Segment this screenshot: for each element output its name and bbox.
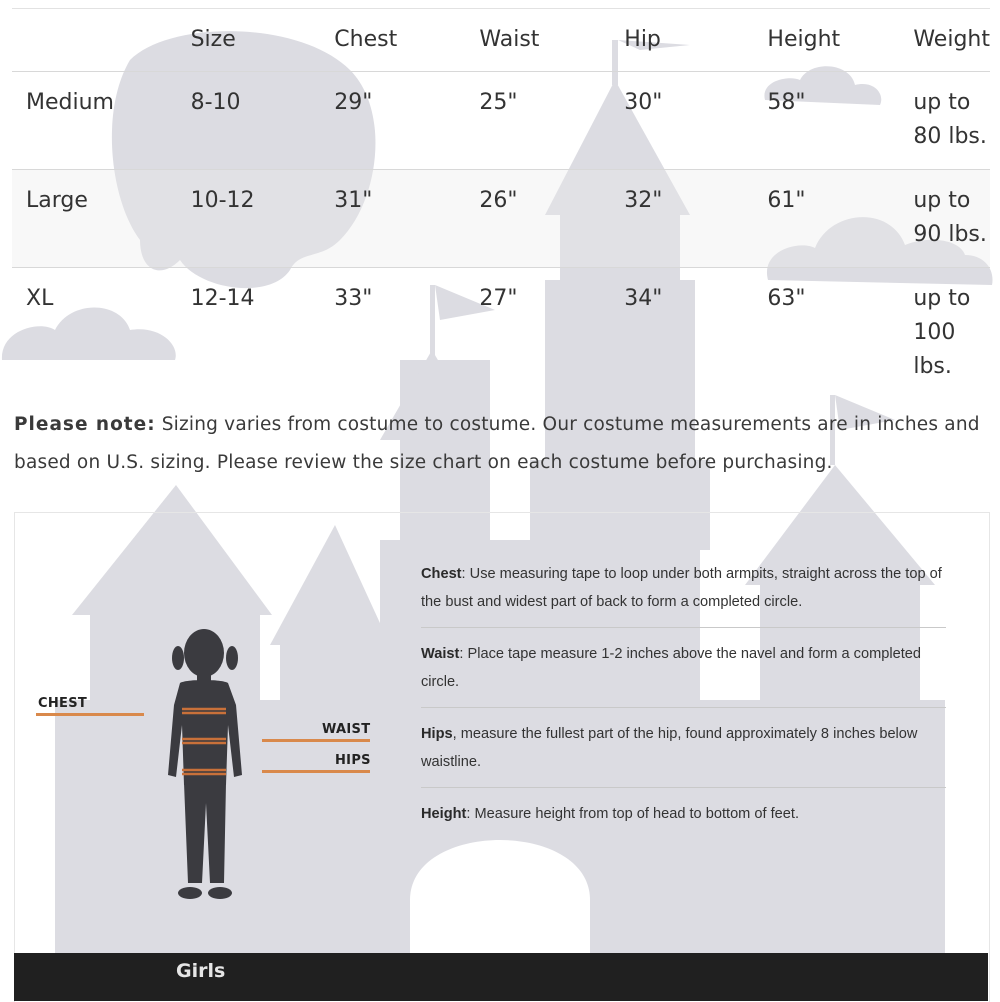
waist-marker-line bbox=[262, 739, 370, 742]
table-cell: up to 100 lbs. bbox=[913, 286, 971, 379]
table-row bbox=[12, 170, 990, 268]
header-cell bbox=[12, 9, 177, 72]
instruction-text: : Measure height from top of head to bottom of feet. bbox=[466, 806, 800, 822]
table-cell: 31" bbox=[334, 188, 373, 213]
instruction-term: Waist bbox=[421, 646, 460, 662]
table-cell: 29" bbox=[334, 90, 373, 115]
table-cell: 61" bbox=[767, 188, 806, 213]
hips-marker-label: HIPS bbox=[335, 753, 371, 768]
hips-marker-line bbox=[262, 770, 370, 773]
instruction-text: : Use measuring tape to loop under both armpits, straight across the top of the bust and widest part of back to form a completed circle. bbox=[421, 566, 942, 610]
waist-marker-label: WAIST bbox=[322, 722, 371, 737]
header-cell-chest: Chest bbox=[334, 27, 398, 52]
divider bbox=[421, 707, 946, 708]
table-cell: 58" bbox=[767, 90, 806, 115]
chest-marker-line bbox=[36, 713, 144, 716]
table-row bbox=[12, 268, 990, 385]
instruction-height bbox=[421, 800, 946, 839]
instruction-text: : Place tape measure 1-2 inches above the navel and form a completed circle. bbox=[421, 646, 921, 690]
table-cell: 34" bbox=[624, 286, 663, 311]
instruction-chest bbox=[421, 560, 946, 627]
divider bbox=[421, 627, 946, 628]
instruction-waist bbox=[421, 640, 946, 707]
table-cell: 32" bbox=[624, 188, 663, 213]
table-cell: up to 90 lbs. bbox=[913, 188, 987, 247]
table-cell: up to 80 lbs. bbox=[913, 90, 987, 149]
instruction-term: Hips bbox=[421, 726, 453, 742]
header-cell-hip: Hip bbox=[624, 27, 661, 52]
table-cell: 25" bbox=[479, 90, 518, 115]
measurement-instructions bbox=[421, 560, 946, 839]
table-cell: 33" bbox=[334, 286, 373, 311]
table-cell: 27" bbox=[479, 286, 518, 311]
header-cell-weight: Weight bbox=[913, 27, 990, 52]
divider bbox=[421, 787, 946, 788]
footer-label-girls: Girls bbox=[176, 960, 226, 982]
table-cell: 10-12 bbox=[190, 188, 255, 213]
header-cell-height: Height bbox=[767, 27, 841, 52]
instruction-text: , measure the fullest part of the hip, found approximately 8 inches below waistline. bbox=[421, 726, 918, 770]
header-cell-size: Size bbox=[190, 27, 236, 52]
girl-figure-illustration bbox=[150, 625, 260, 915]
table-cell: 12-14 bbox=[190, 286, 255, 311]
panel-footer-bar bbox=[14, 953, 988, 1001]
table-cell: 8-10 bbox=[190, 90, 241, 115]
header-cell-waist: Waist bbox=[479, 27, 540, 52]
sizing-note-text: Sizing varies from costume to costume. Our costume measurements are in inches and based on U.S. sizing. Please review the size chart on each costume before purchasing. bbox=[14, 414, 980, 473]
size-chart-table bbox=[12, 8, 990, 384]
table-cell: 63" bbox=[767, 286, 806, 311]
chest-marker-label: CHEST bbox=[38, 696, 88, 711]
table-cell: XL bbox=[26, 286, 54, 311]
table-header-row bbox=[12, 9, 990, 72]
table-cell: Large bbox=[26, 188, 88, 213]
table-row bbox=[12, 72, 990, 170]
sizing-note bbox=[14, 406, 984, 482]
sizing-note-label: Please note: bbox=[14, 414, 156, 435]
table-cell: Medium bbox=[26, 90, 114, 115]
table-cell: 26" bbox=[479, 188, 518, 213]
instruction-term: Height bbox=[421, 806, 467, 822]
instruction-term: Chest bbox=[421, 566, 462, 582]
instruction-hips bbox=[421, 720, 946, 787]
table-cell: 30" bbox=[624, 90, 663, 115]
